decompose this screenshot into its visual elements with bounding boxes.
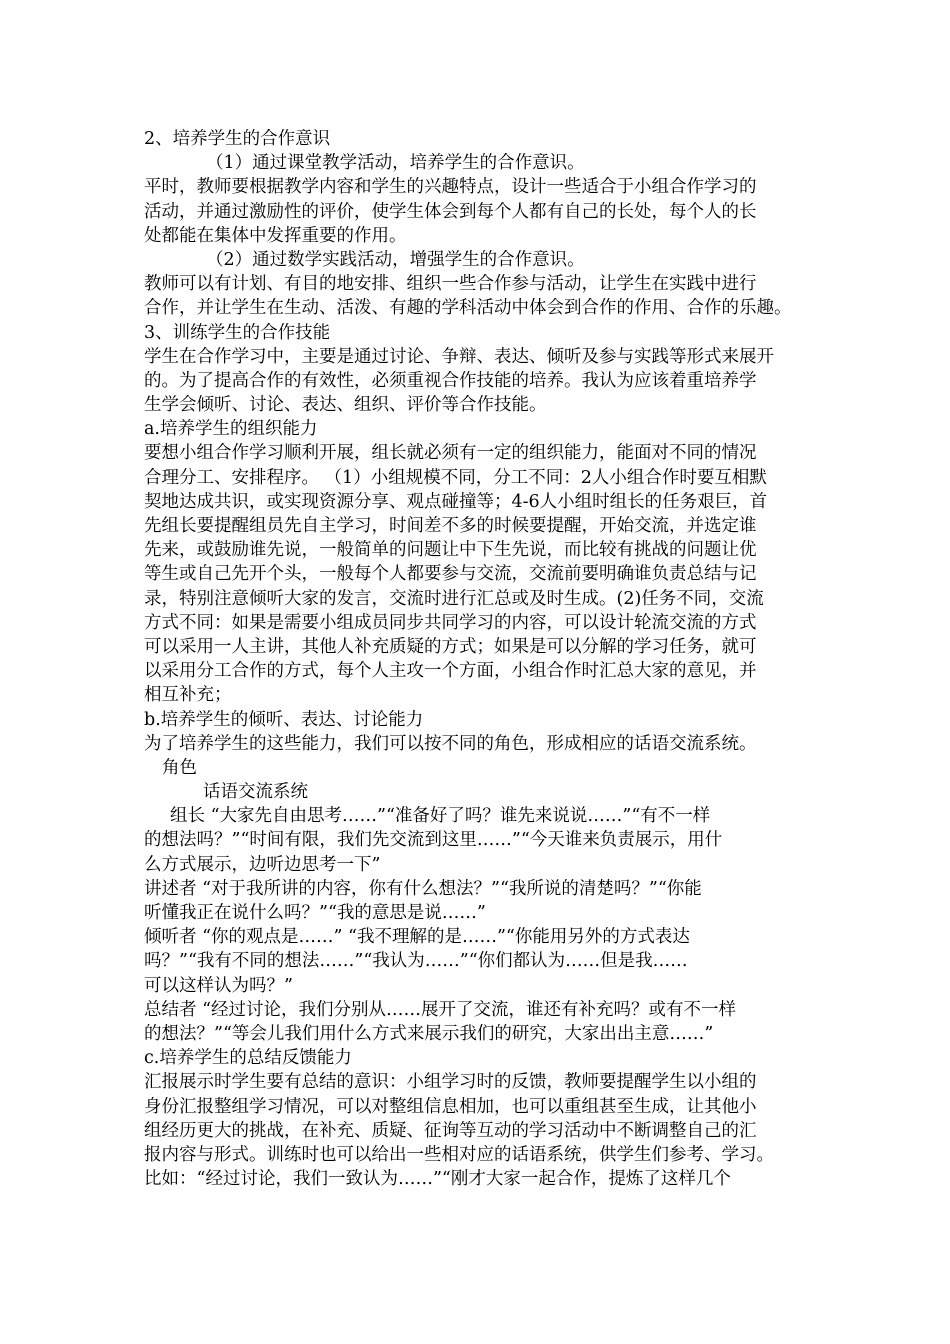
paragraph-line: 的。为了提高合作的有效性，必须重视合作技能的培养。我认为应该着重培养学 [144,370,757,391]
subsection-heading: （2）通过数学实践活动，增强学生的合作意识。 [206,249,585,270]
role-entry-line: 吗？”“我有不同的想法……”“我认为……”“你们都认为……但是我…… [144,951,688,972]
role-entry: 组长 “大家先自由思考……”“准备好了吗？谁先来说说……”“有不一样 [170,806,711,827]
paragraph-line: 组经历更大的挑战，在补充、质疑、征询等互动的学习活动中不断调整自己的汇 [144,1120,757,1141]
paragraph-line: 比如：“经过讨论，我们一致认为……”“刚才大家一起合作，提炼了这样几个 [144,1169,731,1190]
paragraph-line: 身份汇报整组学习情况，可以对整组信息相加，也可以重组甚至生成，让其他小 [144,1096,757,1117]
paragraph-line: 等生或自己先开个头，一般每个人都要参与交流，交流前要明确谁负责总结与记 [144,564,757,585]
paragraph-line: 学生在合作学习中，主要是通过讨论、争辩、表达、倾听及参与实践等形式来展开 [144,346,774,367]
role-entry-line: 么方式展示，边听边思考一下” [144,854,381,875]
role-entry: 讲述者 “对于我所讲的内容，你有什么想法？”“我所说的清楚吗？”“你能 [144,878,702,899]
subsection-heading: （1）通过课堂教学活动，培养学生的合作意识。 [206,153,585,174]
section-heading: 2、培养学生的合作意识 [144,129,331,149]
document-body [144,127,824,1191]
paragraph-line: 为了培养学生的这些能力，我们可以按不同的角色，形成相应的话语交流系统。 [144,733,757,754]
subsection-heading: a.培养学生的组织能力 [144,419,318,440]
paragraph-line: 先来，或鼓励谁先说，一般简单的问题让中下生先说，而比较有挑战的问题让优 [144,540,757,561]
paragraph-line: 要想小组合作学习顺利开展，组长就必须有一定的组织能力，能面对不同的情况 [144,443,757,464]
role-entry-line: 可以这样认为吗？” [144,975,293,996]
paragraph-line: 生学会倾听、讨论、表达、组织、评价等合作技能。 [144,395,547,416]
paragraph-line: 合理分工、安排程序。 （1）小组规模不同，分工不同：2人小组合作时要互相默 [144,467,767,488]
paragraph-line: 相互补充； [144,685,232,706]
paragraph-line: 教师可以有计划、有目的地安排、组织一些合作参与活动，让学生在实践中进行 [144,274,757,295]
paragraph-line: 先组长要提醒组员先自主学习，时间差不多的时候要提醒，开始交流，并选定谁 [144,516,757,536]
paragraph-line: 报内容与形式。训练时也可以给出一些相对应的话语系统，供学生们参考、学习。 [144,1144,774,1165]
role-entry-line: 的想法吗？”“时间有限，我们先交流到这里……”“今天谁来负责展示，用什 [144,830,723,851]
paragraph-line: 平时，教师要根据教学内容和学生的兴趣特点，设计一些适合于小组合作学习的 [144,177,757,198]
role-entry: 总结者 “经过讨论，我们分别从……展开了交流，谁还有补充吗？或有不一样 [144,999,737,1020]
role-entry-line: 听懂我正在说什么吗？”“我的意思是说……” [144,903,486,923]
section-heading: 3、训练学生的合作技能 [144,322,331,343]
table-header-dialogue: 话语交流系统 [203,782,308,803]
table-header-role: 角色 [162,757,197,778]
role-entry: 倾听者 “你的观点是……” “我不理解的是……”“你能用另外的方式表达 [144,927,690,948]
paragraph-line: 可以采用一人主讲，其他人补充质疑的方式；如果是可以分解的学习任务，就可 [144,636,757,657]
paragraph-line: 方式不同：如果是需要小组成员同步共同学习的内容，可以设计轮流交流的方式 [144,612,757,633]
subsection-heading: b.培养学生的倾听、表达、讨论能力 [144,709,424,730]
paragraph-line: 合作，并让学生在生动、活泼、有趣的学科活动中体会到合作的作用、合作的乐趣。 [144,298,792,319]
role-entry-line: 的想法？”“等会儿我们用什么方式来展示我们的研究，大家出出主意……” [144,1023,714,1044]
paragraph-line: 活动，并通过激励性的评价，使学生体会到每个人都有自己的长处，每个人的长 [144,201,757,222]
paragraph-line: 汇报展示时学生要有总结的意识：小组学习时的反馈，教师要提醒学生以小组的 [144,1072,757,1093]
paragraph-line: 以采用分工合作的方式，每个人主攻一个方面，小组合作时汇总大家的意见，并 [144,661,757,682]
paragraph-line: 录，特别注意倾听大家的发言，交流时进行汇总或及时生成。(2)任务不同，交流 [144,588,764,609]
paragraph-line: 契地达成共识，或实现资源分享、观点碰撞等；4-6人小组时组长的任务艰巨，首 [144,491,768,512]
paragraph-line: 处都能在集体中发挥重要的作用。 [144,225,407,246]
subsection-heading: c.培养学生的总结反馈能力 [144,1048,352,1069]
